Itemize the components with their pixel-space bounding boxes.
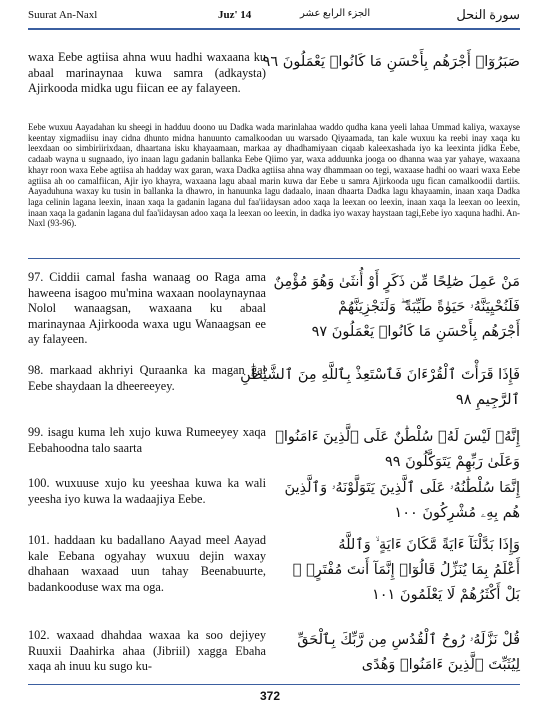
arabic-line: فَلَنُحْيِيَنَّهُۥ حَيَوٰةً طَيِّبَةً ۖ وَلَنَجْزِيَنَّهُمْ (338, 299, 520, 315)
arabic-line: لِيُثَبِّتَ ٱلَّذِينَ ءَامَنُوا۟ وَهُدًى (361, 657, 520, 673)
arabic-line: قُلْ نَزَّلَهُۥ رُوحُ ٱلْقُدُسِ مِن رَّبِّكَ بِٱلْحَقِّ (297, 632, 520, 648)
verse-arabic (284, 476, 520, 526)
arabic-line: أَعْلَمُ بِمَا يُنَزِّلُ قَالُوٓا۟ إِنَّمَآ أَنتَ مُفْتَرٍۭ ۚ (292, 562, 520, 578)
verse-97 (28, 270, 520, 352)
verse-101 (28, 533, 520, 617)
header-rule (28, 28, 520, 30)
verse-102 (28, 628, 520, 680)
verse-translation: 99. isagu kuma leh xujo kuwa Rumeeyey xaqa Eebahoodna talo saarta (28, 425, 266, 455)
verse-translation: waxa Eebe agtiisa ahna wuu hadhi waxaana ku abaal marinaynaa kuwa samra (adkaysta) Ajirkooda midka ugu fiican ee ay falayeen. (28, 50, 266, 95)
verse-translation: 102. waxaad dhahdaa waxaa ka soo dejiyey Ruuxii Daahirka ahaa (Jibriil) xagga Ebaha xaqa ah inuu ku sugo ku- (28, 628, 266, 673)
arabic-line: أَجْرَهُم بِأَحْسَنِ مَا كَانُوا۟ يَعْمَلُونَ ٩٧ (311, 324, 520, 340)
verse-translation: 100. wuxuuse xujo ku yeeshaa kuwa ka wali yeesha iyo kuwa la wadaajiya Eebe. (28, 476, 266, 506)
verse-99 (28, 425, 520, 475)
arabic-line: إِنَّهُۥ لَيْسَ لَهُۥ سُلْطَٰنٌ عَلَى ٱلَّذِينَ ءَامَنُوا۟ (275, 429, 520, 445)
juz-label: Juz' 14 (218, 9, 252, 21)
top-verse (28, 50, 520, 112)
arabic-line: بَلْ أَكْثَرُهُمْ لَا يَعْلَمُونَ ١٠١ (371, 587, 520, 603)
page-number: 372 (259, 689, 281, 703)
verse-arabic (273, 270, 520, 345)
footer-rule (28, 684, 520, 685)
arabic-line: هُم بِهِۦ مُشْرِكُونَ ١٠٠ (394, 505, 520, 521)
commentary-text: Eebe wuxuu Aayadahan ku sheegi in hadduu doono uu Dadka wada marinlahaa waddo qudha kana yeeli lahaa Ummad kaliya, waxayse keentay xigmadiisu inay cidna dhunto midna hanuunto camalkoodan uu warsado Qiyaamada, tan kale wuxuu ka reebi inay xaqa ku leexdaan oo simbiriirixdaan, dhaartana isku khayaamaan, markaa ay dhadhamiyaan ciqaab kaleexashada iyo ka leexinta jidka Eebe, cadaab wayna u sugnaado, iyo inaan lagu gadanin ballanka Eebe Qiimo yar, waxa adduunka jooga oo dhanna waa yar yahaye, waxaana khayr roon waxa Eebe agtiisa ah hadday wax garan, waxa Dadka agtiisa ahna way dhammaan oo tegi, waxaase hadhi oo waari waxa Eebe agtiisa ah oo camalfiican, Ajir iyo khayra, waxaana lagu abaal marin kuwa dar Eebe u samra Ajirkooda ugu fican camalkoodii dartiis. Aayaduhuna waxay ku tusin in ballanka la dhawro, in hanuunka lagu dadaalo, inaan dhaarta Dadka lagu khayaamin, inaan xaqa Dadka laga celinin lagana leexin, inaan xaqa la gadanin lagana dul faa'iidaysan adoo xaqa la leexan oo leexin, inaan xaqa la leexan oo leexin, inaan xaqa la gadanin lagana dul faa'iidaysan adoo xaqa la leexan oo leexin, in dadka iyo waxay haystaan tagi,Eebe iyo xaquna hadhi. An-Naxl (93-96). (28, 122, 520, 229)
verse-translation: 97. Ciddii camal fasha wanaag oo Raga ama haweena isagoo mu'mina waxaan noolaynaynaa Nolol wanaagsan, waxaana ku abaal marinaynaa Ajirkooda waxa ugu Wanaagsan ee ay falayeen. (28, 270, 266, 346)
surah-name: Suurat An-Naxl (28, 9, 98, 21)
arabic-line: وَعَلَىٰ رَبِّهِمْ يَتَوَكَّلُونَ ٩٩ (384, 454, 520, 470)
section-divider (28, 258, 520, 259)
verse-translation: 101. haddaan ku badallano Aayad meel Aayad kale Eebana ogyahay wuxuu dejin waxay dhahaan waxaad uun tahay Beenabuurte, badankooduse wax ma oga. (28, 533, 266, 594)
verse-arabic (290, 533, 520, 608)
arabic-line: وَإِذَا بَدَّلْنَآ ءَايَةً مَّكَانَ ءَايَةٍ ۙ وَٱللَّهُ (338, 537, 520, 553)
verse-arabic (290, 628, 520, 678)
verse-arabic (275, 425, 520, 475)
verse-arabic (262, 50, 520, 75)
juz-arabic: الجزء الرابع عشر (300, 8, 371, 19)
verse-100 (28, 476, 520, 532)
arabic-line: فَإِذَا قَرَأْتَ ٱلْقُرْءَانَ فَٱسْتَعِذْ بِٱللَّهِ مِنَ ٱلشَّيْطَٰنِ (240, 367, 520, 383)
arabic-line: إِنَّمَا سُلْطَٰنُهُۥ عَلَى ٱلَّذِينَ يَتَوَلَّوْنَهُۥ وَٱلَّذِينَ (284, 480, 520, 496)
page-header (28, 6, 520, 28)
verse-98 (28, 363, 520, 413)
verse-arabic (240, 363, 520, 413)
arabic-line: ٱلرَّجِيمِ ٩٨ (455, 392, 520, 408)
arabic-line: صَبَرُوٓا۟ أَجْرَهُم بِأَحْسَنِ مَا كَانُوا۟ يَعْمَلُونَ ٩٦ (262, 54, 520, 70)
arabic-line: مَنْ عَمِلَ صَٰلِحًا مِّن ذَكَرٍ أَوْ أُنثَىٰ وَهُوَ مُؤْمِنٌ (273, 274, 520, 290)
verse-translation: 98. markaad akhriyi Quraanka ka magan gal Eebe shaydaan la dheereeyey. (28, 363, 266, 393)
surah-arabic-title: سورة النحل (456, 7, 520, 22)
